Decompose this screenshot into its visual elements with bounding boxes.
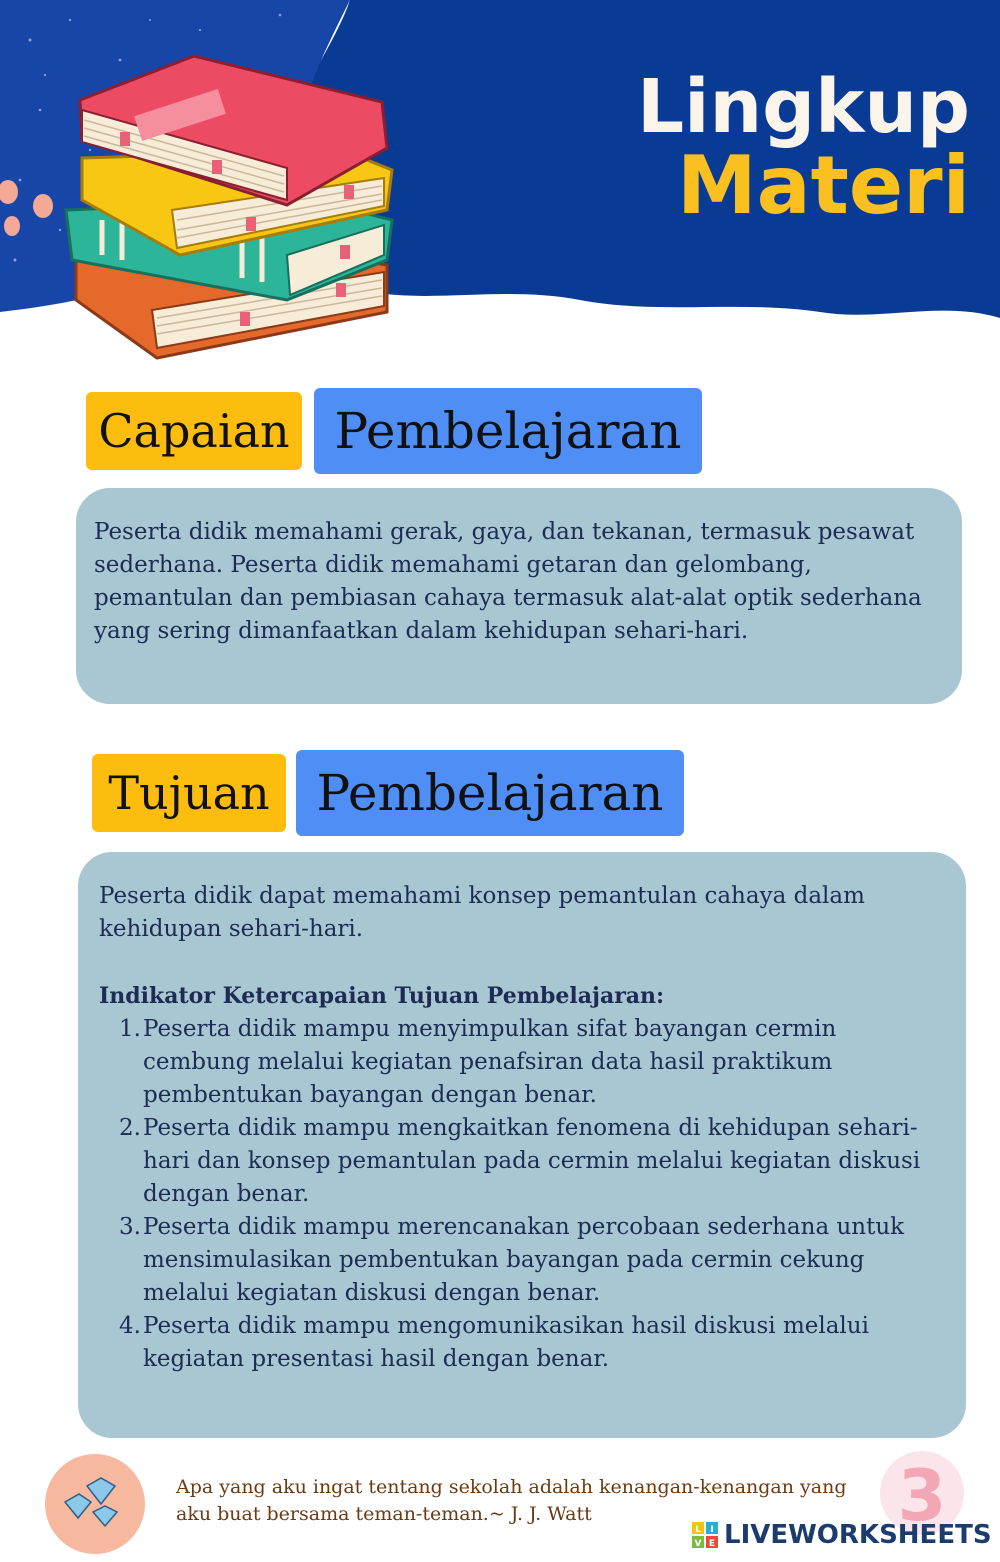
liveworksheets-watermark: [692, 1520, 992, 1550]
list-number: 1.: [119, 1016, 141, 1042]
list-item-text: Peserta didik mampu mengkaitkan fenomena di kehidupan sehari-hari dan konsep pemantulan pada cermin melalui kegiatan diskusi dengan benar.: [143, 1115, 921, 1207]
list-number: 4.: [119, 1313, 141, 1339]
tujuan-pembelajaran-tag: Pembelajaran: [296, 750, 684, 836]
list-item-text: Peserta didik mampu mengomunikasikan hasil diskusi melalui kegiatan presentasi hasil dengan benar.: [143, 1313, 869, 1372]
title-line-1: Lingkup: [636, 64, 970, 150]
list-number: 3.: [119, 1214, 141, 1240]
diamond-icon: [45, 1454, 145, 1554]
list-number: 2.: [119, 1115, 141, 1141]
list-item: [99, 1013, 949, 1112]
liveworksheets-text: LIVEWORKSHEETS: [724, 1520, 992, 1550]
list-item: [99, 1310, 949, 1376]
logo-letter: V: [694, 1539, 702, 1548]
tujuan-card: [78, 852, 966, 1438]
page-number: 3: [897, 1455, 947, 1537]
list-item-text: Peserta didik mampu menyimpulkan sifat bayangan cermin cembung melalui kegiatan penafsiran data hasil praktikum pembentukan bayangan dengan benar.: [143, 1016, 837, 1108]
decorative-dots: [0, 170, 60, 250]
logo-letter: I: [710, 1525, 714, 1535]
tujuan-intro: Peserta didik dapat memahami konsep pemantulan cahaya dalam kehidupan sehari-hari.: [99, 883, 865, 942]
logo-letter: E: [708, 1539, 716, 1548]
capaian-pembelajaran-tag: Pembelajaran: [314, 388, 702, 474]
capaian-tag: Capaian: [86, 392, 302, 470]
indicator-heading: Indikator Ketercapaian Tujuan Pembelajaran:: [99, 983, 665, 1009]
title-line-2: Materi: [677, 139, 970, 232]
capaian-body: Peserta didik memahami gerak, gaya, dan tekanan, termasuk pesawat sederhana. Peserta didik memahami getaran dan gelombang, pemantulan dan pembiasan cahaya termasuk alat-alat optik sederhana yang sering dimanfaatkan dalam kehidupan sehari-hari.: [94, 519, 922, 644]
logo-letter: L: [695, 1525, 701, 1535]
footer-quote: Apa yang aku ingat tentang sekolah adalah kenangan-kenangan yang aku buat bersama teman-teman.~ J. J. Watt: [176, 1476, 847, 1525]
book-stack-illustration: [62, 50, 402, 365]
indicator-list: [99, 1013, 949, 1376]
list-item: [99, 1112, 949, 1211]
liveworksheets-logo-icon: [692, 1522, 718, 1548]
tujuan-tag: Tujuan: [92, 754, 286, 832]
page-title: [636, 64, 970, 232]
list-item-text: Peserta didik mampu merencanakan percobaan sederhana untuk mensimulasikan pembentukan bayangan pada cermin cekung melalui kegiatan diskusi dengan benar.: [143, 1214, 905, 1306]
capaian-card: [76, 488, 962, 704]
list-item: [99, 1211, 949, 1310]
